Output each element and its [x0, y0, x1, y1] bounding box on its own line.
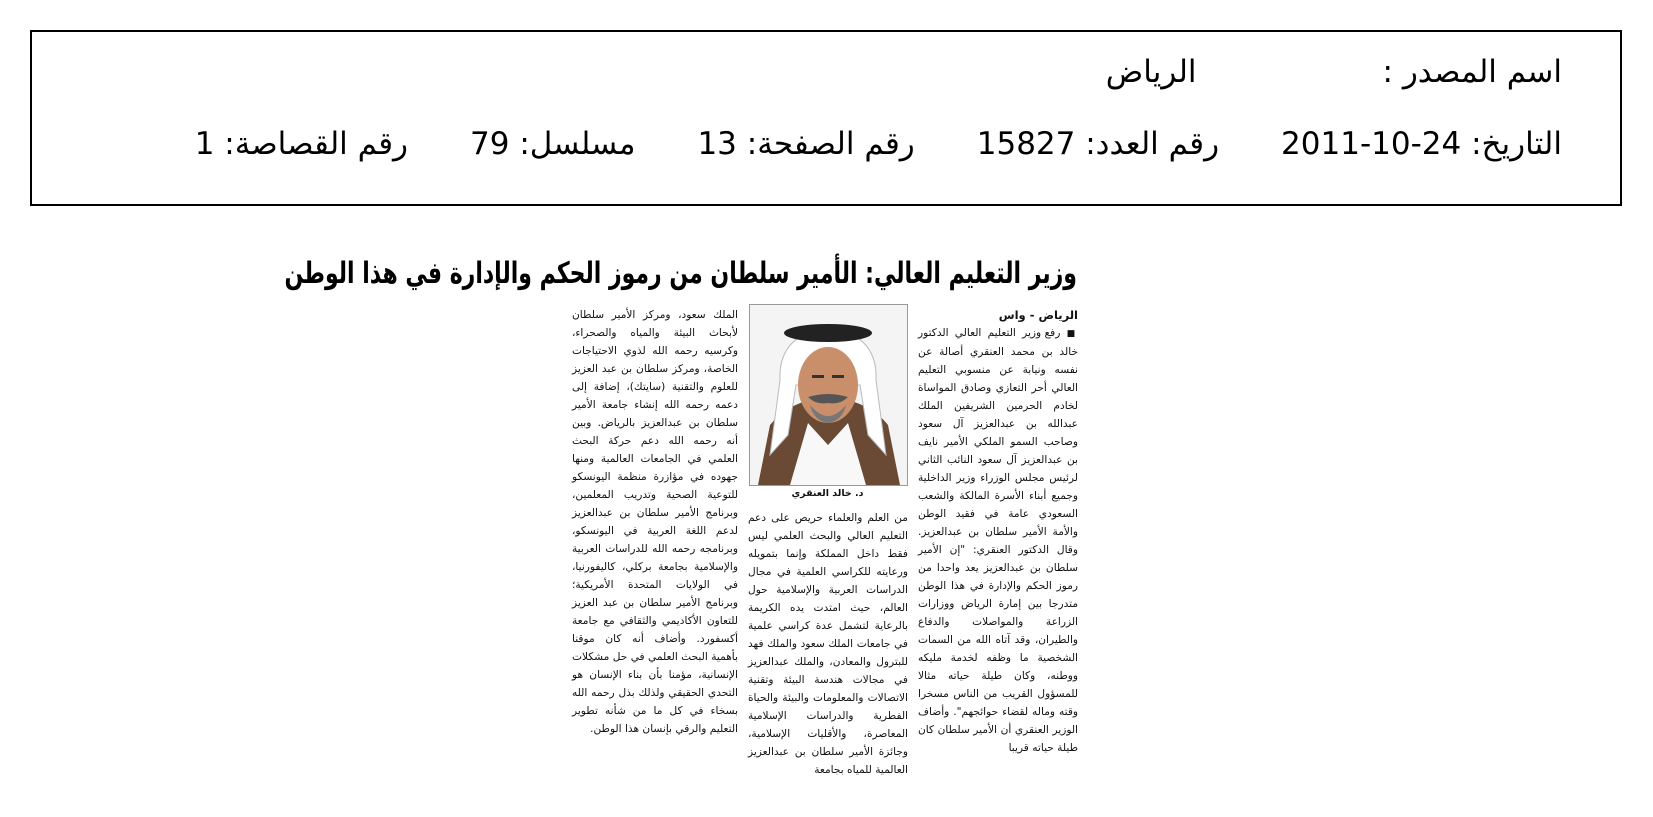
source-label: اسم المصدر :: [1382, 54, 1562, 90]
article-headline: وزير التعليم العالي: الأمير سلطان من رموز الحكم والإدارة في هذا الوطن: [284, 257, 1077, 292]
article-column-right: [918, 306, 1078, 796]
column-middle-text: من العلم والعلماء حريص على دعم التعليم العالي والبحث العلمي ليس فقط داخل المملكة وإنما بتمويله ورعايته للكراسي العلمية في مجال الدراسات العربية والإسلامية حول العالم، حيث امتدت يده الكريمة بالرعاية لتشمل عدة كراسي علمية في جامعات الملك سعود والملك فهد للبترول والمعادن، والملك عبدالعزيز في مجالات هندسة البيئة وتقنية الاتصالات والمعلومات والبيئة والحياة الفطرية والدراسات الإسلامية المعاصرة، والأقليات الإسلامية، وجائزة الأمير سلطان بن عبدالعزيز العالمية للمياه بجامعة: [748, 512, 908, 776]
clip-field: [195, 126, 408, 162]
column-right-text: رفع وزير التعليم العالي الدكتور خالد بن محمد العنقري أصالة عن نفسه ونيابة عن منسوبي التعليم العالي أحر التعازي وصادق المواساة لخادم الحرمين الشريفين الملك عبدالله بن عبدالعزيز آل سعود وصاحب السمو الملكي الأمير نايف بن عبدالعزيز آل سعود النائب الثاني لرئيس مجلس الوزراء وزير الداخلية وجميع أبناء الأسرة المالكة والشعب السعودي عامة في فقيد الوطن والأمة الأمير سلطان بن عبدالعزيز. وقال الدكتور العنقري: "إن الأمير سلطان بن عبدالعزيز يعد واحدا من رموز الحكم والإدارة في هذا الوطن متدرجا بين إمارة الرياض ووزارات الزراعة والمواصلات والدفاع والطيران، وقد آتاه الله من السمات الشخصية ما وظفه لخدمة مليكه ووطنه، وكان طيلة حياته مثالا للمسؤول القريب من الناس مسخرا وقته وماله لقضاء حوائجهم". وأضاف الوزير العنقري أن الأمير سلطان كان طيلة حياته قريبا: [918, 327, 1078, 754]
clip-value: 1: [194, 126, 215, 162]
metadata-row: [195, 126, 1562, 162]
newspaper-clipping: [284, 244, 1083, 799]
serial-label: مسلسل:: [519, 126, 636, 162]
page-field: [697, 126, 914, 162]
serial-value: 79: [470, 126, 510, 162]
date-field: [1281, 126, 1562, 162]
photo-caption: د. خالد العنقري: [791, 488, 864, 499]
date-label: التاريخ:: [1471, 126, 1562, 162]
bullet-icon: ■: [1066, 329, 1078, 339]
issue-value: 15827: [976, 126, 1076, 162]
minister-portrait-photo: [749, 304, 908, 486]
column-left-text: الملك سعود، ومركز الأمير سلطان لأبحاث البيئة والمياه والصحراء، وكرسيه رحمه الله لذوي الاحتياجات الخاصة، ومركز سلطان بن عبد العزيز للعلوم والتقنية (سايتك)، إضافة إلى دعمه رحمه الله إنشاء جامعة الأمير سلطان بن عبدالعزيز بالرياض. وبين أنه رحمه الله دعم حركة البحث العلمي في الجامعات العالمية ومنها جهوده في مؤازرة منظمة اليونسكو للتوعية الصحية وتدريب المعلمين، وبرنامج الأمير سلطان بن عبدالعزيز لدعم اللغة العربية في اليونسكو، وبرنامجه رحمه الله للدراسات العربية والإسلامية بجامعة بركلي، كاليفورنيا، في الولايات المتحدة الأمريكية؛ وبرنامج الأمير سلطان بن عبد العزيز للتعاون الأكاديمي والثقافي مع جامعة أكسفورد. وأضاف أنه كان موقنا بأهمية البحث العلمي في حل مشكلات الإنسانية، مؤمنا بأن بناء الإنسان هو التحدي الحقيقي ولذلك بذل رحمه الله بسخاء في كل ما من شأنه تطوير التعليم والرقي بإنسان هذا الوطن.: [572, 309, 738, 735]
source-row: [1106, 54, 1562, 90]
source-value: الرياض: [1105, 54, 1197, 90]
page-value: 13: [697, 126, 737, 162]
portrait-illustration: [750, 305, 907, 485]
date-value: 2011-10-24: [1281, 126, 1462, 162]
clipping-info-box: [30, 30, 1622, 206]
article-column-middle: [748, 509, 908, 796]
serial-field: [470, 126, 635, 162]
page-label: رقم الصفحة:: [746, 126, 915, 162]
article-dateline: الرياض - واس: [998, 308, 1078, 322]
issue-field: [977, 126, 1219, 162]
article-column-left: [572, 306, 738, 796]
issue-label: رقم العدد:: [1085, 126, 1220, 162]
clip-label: رقم القصاصة:: [224, 126, 409, 162]
